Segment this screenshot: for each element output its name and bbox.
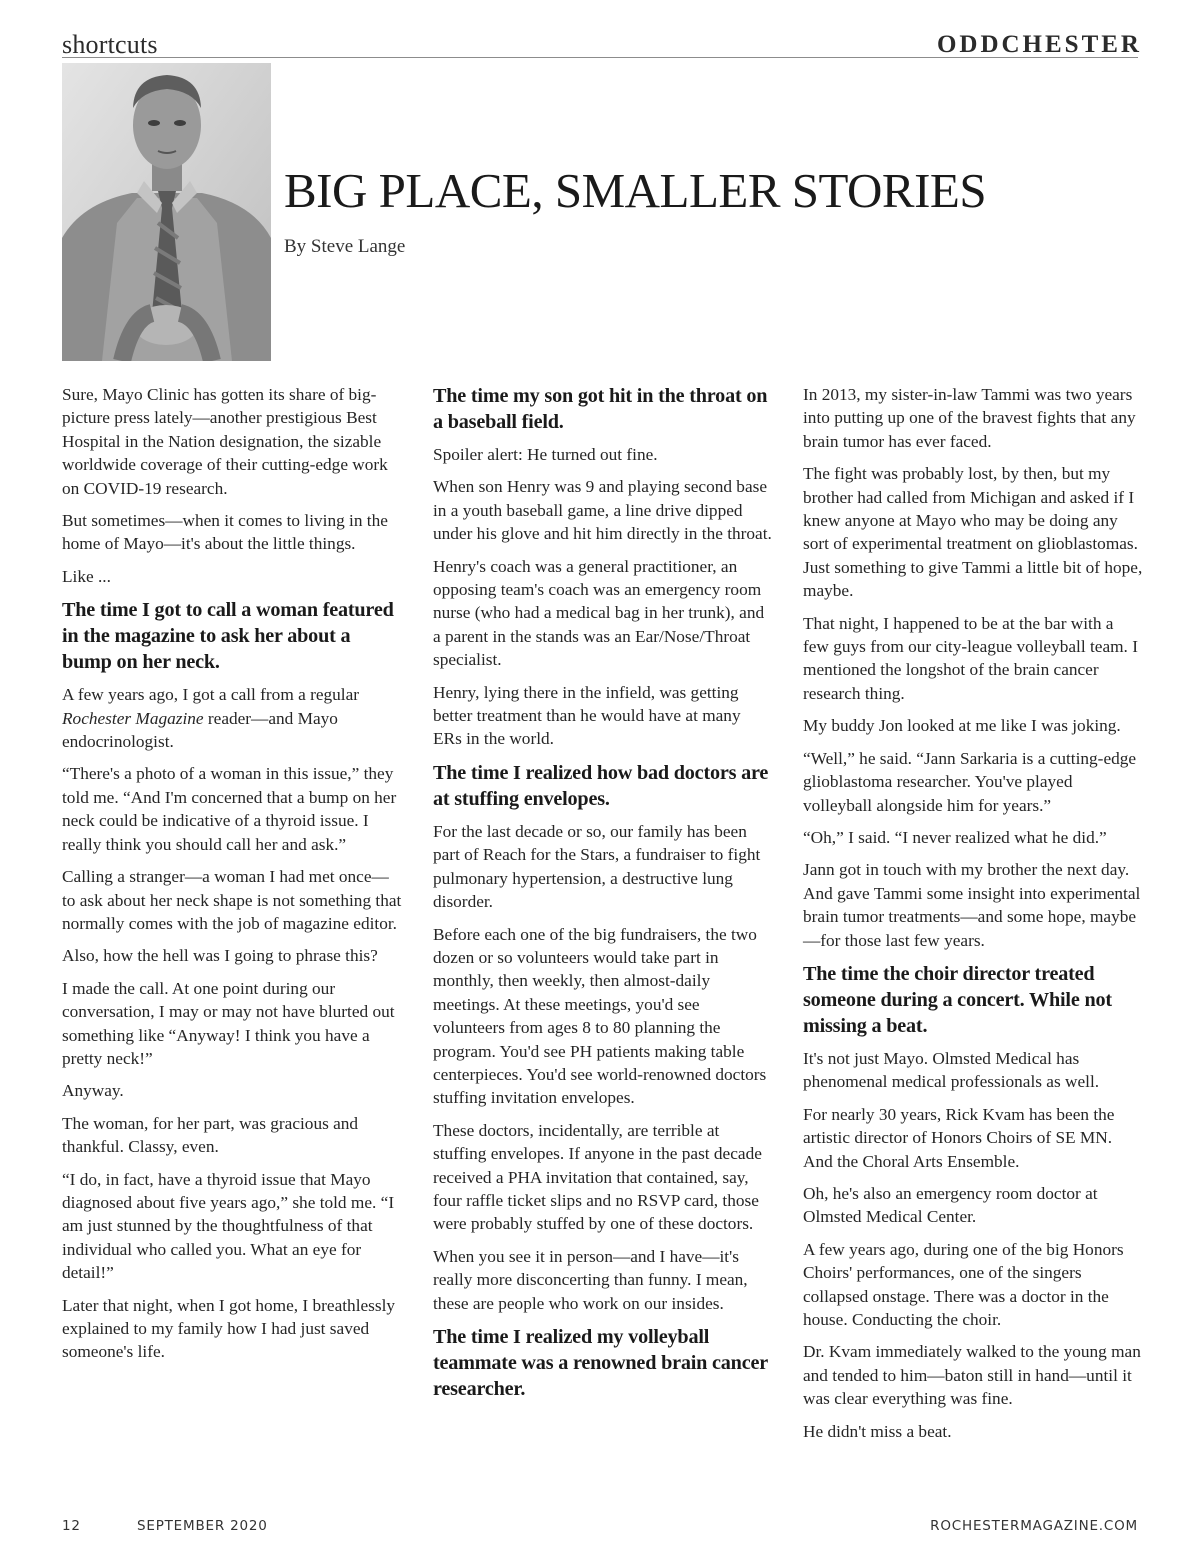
paragraph: Later that night, when I got home, I breathlessly explained to my family how I had just saved someone's life. bbox=[62, 1295, 396, 1362]
paragraph: Jann got in touch with my brother the next day. And gave Tammi some insight into experimental brain tumor treatments—and some hope, maybe—for those last few years. bbox=[803, 860, 1141, 950]
paragraph: “Oh,” I said. “I never realized what he did.” bbox=[803, 827, 1107, 847]
paragraph: For nearly 30 years, Rick Kvam has been the artistic director of Honors Choirs of SE MN. And the Choral Arts Ensemble. bbox=[803, 1104, 1115, 1171]
article-title: BIG PLACE, SMALLER STORIES bbox=[284, 163, 987, 218]
paragraph: These doctors, incidentally, are terrible at stuffing envelopes. If anyone in the past decade received a PHA invitation that contained, say, four raffle ticket slips and no RSVP card, those were probably stuffed by one of these doctors. bbox=[433, 1120, 762, 1234]
paragraph: “There's a photo of a woman in this issue,” they told me. “And I'm concerned that a bump on her neck could be indicative of a thyroid issue. I really think you should call her and ask.” bbox=[62, 764, 397, 854]
paragraph: It's not just Mayo. Olmsted Medical has phenomenal medical professionals as well. bbox=[803, 1048, 1100, 1092]
subheading: The time I realized my volleyball teammate was a renowned brain cancer researcher. bbox=[433, 1326, 768, 1400]
subheading: The time the choir director treated someone during a concert. While not missing a beat. bbox=[803, 962, 1112, 1037]
website-url: ROCHESTERMAGAZINE.COM bbox=[930, 1518, 1138, 1534]
article-column-3 bbox=[803, 383, 1143, 1452]
paragraph: “Well,” he said. “Jann Sarkaria is a cutting-edge glioblastoma researcher. You've played volleyball alongside him for years.” bbox=[803, 748, 1137, 815]
page-number: 12 bbox=[62, 1518, 81, 1534]
paragraph: When son Henry was 9 and playing second base in a youth baseball game, a line drive dipped under his glove and hit him directly in the throat. bbox=[433, 477, 772, 544]
paragraph: A few years ago, during one of the big Honors Choirs' performances, one of the singers collapsed onstage. There was a doctor in the house. Conducting the choir. bbox=[803, 1239, 1124, 1329]
paragraph: In 2013, my sister-in-law Tammi was two years into putting up one of the bravest fights that any brain tumor has ever faced. bbox=[803, 385, 1136, 451]
article-column-1 bbox=[62, 383, 402, 1373]
paragraph: For the last decade or so, our family has been part of Reach for the Stars, a fundraiser to fight pulmonary hypertension, a destructive lung disorder. bbox=[433, 821, 761, 912]
header-divider bbox=[62, 57, 1138, 58]
subheading: The time I realized how bad doctors are at stuffing envelopes. bbox=[433, 761, 769, 810]
paragraph: Henry, lying there in the infield, was getting better treatment than he would have at many ERs in the world. bbox=[433, 682, 741, 749]
publication-name: Rochester Magazine bbox=[62, 708, 204, 728]
paragraph: “I do, in fact, have a thyroid issue that Mayo diagnosed about five years ago,” she told me. “I am just stunned by the thoughtfulness of that individual who called you. What an eye for detail!” bbox=[62, 1169, 395, 1283]
paragraph: Dr. Kvam immediately walked to the young man and tended to him—baton still in hand—until it was clear everything was fine. bbox=[803, 1342, 1141, 1409]
text-run: A few years ago, I got a call from a regular bbox=[62, 685, 360, 705]
paragraph: Oh, he's also an emergency room doctor at Olmsted Medical Center. bbox=[803, 1183, 1098, 1227]
paragraph bbox=[62, 683, 402, 753]
paragraph: The fight was probably lost, by then, but my brother had called from Michigan and asked if I knew anyone at Mayo who may be doing any sort of experimental treatment on glioblastomas. Just something to give Tammi a little bit of hope, maybe. bbox=[803, 464, 1143, 601]
paragraph: But sometimes—when it comes to living in the home of Mayo—it's about the little things. bbox=[62, 511, 388, 554]
paragraph: That night, I happened to be at the bar with a few guys from our city-league volleyball team. I mentioned the longshot of the brain cancer research thing. bbox=[803, 613, 1138, 703]
paragraph: Henry's coach was a general practitioner, an opposing team's coach was an emergency room nurse (who had a medical bag in her trunk), and a parent in the stands was an Ear/Nose/Throat specialist. bbox=[433, 556, 765, 670]
author-photo bbox=[62, 63, 271, 361]
paragraph: Before each one of the big fundraisers, the two dozen or so volunteers would take part in monthly, then weekly, then almost-daily meetings. At these meetings, you'd see volunteers from ages 8 to 80 planning the program. You'd see PH patients making table centerpieces. You'd see world-renowned doctors stuffing invitation envelopes. bbox=[433, 924, 767, 1108]
paragraph: Also, how the hell was I going to phrase this? bbox=[62, 946, 378, 966]
section-label: shortcuts bbox=[62, 30, 158, 59]
paragraph: The woman, for her part, was gracious and thankful. Classy, even. bbox=[62, 1113, 359, 1157]
paragraph: My buddy Jon looked at me like I was joking. bbox=[803, 716, 1121, 736]
paragraph: Sure, Mayo Clinic has gotten its share of big-picture press lately—another prestigious Best Hospital in the Nation designation, the sizable worldwide coverage of their cutting-edge work on COVID-19 research. bbox=[62, 385, 388, 498]
paragraph: When you see it in person—and I have—it's really more disconcerting than funny. I mean, these are people who work on our insides. bbox=[433, 1246, 748, 1313]
paragraph: Spoiler alert: He turned out fine. bbox=[433, 445, 658, 464]
subheading: The time my son got hit in the throat on a baseball field. bbox=[433, 385, 768, 433]
text-run: reader—and Mayo endocrinologist. bbox=[62, 708, 338, 752]
paragraph: Anyway. bbox=[62, 1081, 124, 1101]
paragraph: Calling a stranger—a woman I had met once—to ask about her neck shape is not something that normally comes with the job of magazine editor. bbox=[62, 867, 402, 933]
issue-date: SEPTEMBER 2020 bbox=[137, 1518, 268, 1534]
paragraph: I made the call. At one point during our conversation, I may or may not have blurted out something like “Anyway! I think you have a pretty neck!” bbox=[62, 978, 395, 1068]
article-column-2 bbox=[433, 383, 773, 1410]
magazine-brand: ODDCHESTER bbox=[936, 31, 1142, 58]
subheading: The time I got to call a woman featured in the magazine to ask her about a bump on her neck. bbox=[62, 599, 394, 674]
paragraph: Like ... bbox=[62, 566, 111, 586]
paragraph: He didn't miss a beat. bbox=[803, 1421, 952, 1441]
article-byline: By Steve Lange bbox=[284, 236, 406, 257]
